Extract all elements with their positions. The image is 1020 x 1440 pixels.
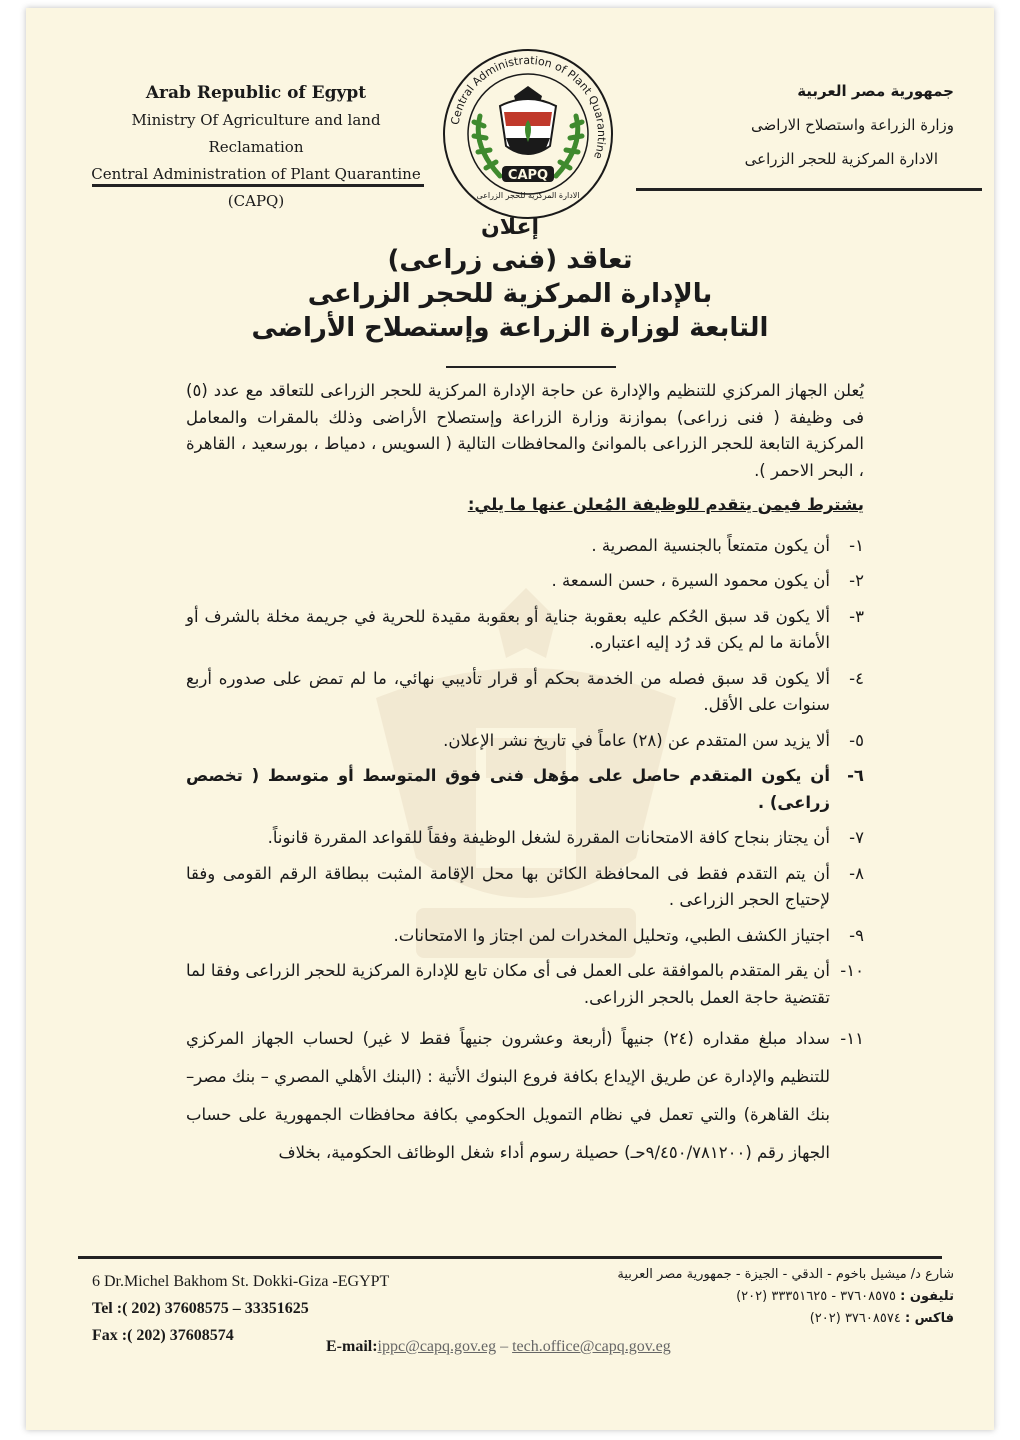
- capq-logo: [440, 46, 616, 222]
- title-ministry: التابعة لوزارة الزراعة وإستصلاح الأراضى: [251, 313, 769, 343]
- condition-item: [186, 958, 864, 1011]
- title-contract: تعاقد (فنى زراعى): [387, 245, 633, 275]
- condition-number: ٣-: [849, 606, 864, 626]
- condition-number: ١-: [849, 535, 864, 555]
- header-country: Arab Republic of Egypt: [145, 83, 367, 103]
- condition-number: ٧-: [849, 828, 864, 847]
- condition-item: [186, 763, 864, 816]
- condition-text: ألا يكون قد سبق الحُكم عليه بعقوبة جناية أو بعقوبة مقيدة للحرية في جريمة مخلة بالشرف أو الأمانة ما لم يكن قد رُد إليه اعتباره.: [186, 606, 830, 652]
- header-left-rule: [92, 184, 424, 187]
- footer-tel-value-ar: ٣٧٦٠٨٥٧٥ - ٣٣٣٥١٦٢٥ (٢٠٢): [736, 1289, 897, 1304]
- condition-item: [186, 861, 864, 914]
- logo-ring-text: Central Administration of Plant Quarantine: [448, 53, 609, 161]
- email-link-ippc[interactable]: ippc@capq.gov.eg: [377, 1338, 497, 1355]
- condition-number: ٦-: [847, 766, 864, 785]
- announcement-body: [186, 378, 864, 1181]
- title-separator: [446, 366, 616, 368]
- footer-rule: [78, 1256, 942, 1259]
- condition-item: [186, 666, 864, 719]
- document-page: [26, 8, 994, 1430]
- condition-number: ٢-: [849, 571, 864, 590]
- condition-number: ٥-: [849, 730, 864, 750]
- footer-fax-label-ar: فاكس :: [904, 1311, 954, 1326]
- footer-tel: Tel :( 202) 37608575 – 33351625: [92, 1300, 309, 1317]
- header-acronym: (CAPQ): [227, 192, 285, 210]
- conditions-list: [186, 533, 864, 1173]
- logo-arabic-text: الادارة المركزية للحجر الزراعى: [476, 191, 580, 200]
- condition-item: [186, 728, 864, 755]
- footer-fax: Fax :( 202) 37608574: [92, 1327, 234, 1344]
- condition-item: [186, 533, 864, 560]
- condition-number: ٩-: [849, 925, 864, 945]
- condition-number: ١٠-: [840, 961, 864, 980]
- header-ministry: Ministry Of Agriculture and land Reclamation: [131, 111, 381, 156]
- footer-arabic: [534, 1264, 954, 1330]
- email-separator: –: [500, 1338, 509, 1355]
- condition-number: ٨-: [849, 863, 864, 883]
- condition-item: [186, 923, 864, 950]
- condition-text: أن يكون متمتعاً بالجنسية المصرية .: [591, 535, 830, 555]
- header-arabic: [694, 74, 954, 176]
- condition-item: [186, 1020, 864, 1172]
- condition-text: أن يجتاز بنجاح كافة الامتحانات المقررة لشغل الوظيفة وفقاً للقواعد المقررة قانوناً.: [267, 828, 830, 847]
- title-administration: بالإدارة المركزية للحجر الزراعى: [307, 279, 713, 309]
- condition-text: ألا يكون قد سبق فصله من الخدمة بحكم أو قرار تأديبي نهائي، ما لم تمض على صدوره أربع سنوات على الأقل.: [186, 668, 830, 714]
- condition-item: [186, 604, 864, 657]
- email-link-tech-office[interactable]: tech.office@capq.gov.eg: [512, 1338, 671, 1355]
- condition-text: أن يكون المتقدم حاصل على مؤهل فنى فوق المتوسط أو متوسط ( تخصص زراعى) .: [186, 766, 830, 812]
- title-announcement: إعلان: [480, 215, 540, 240]
- header-administration-ar: الادارة المركزية للحجر الزراعى: [744, 150, 938, 168]
- condition-text: أن يقر المتقدم بالموافقة على العمل فى أى مكان تابع للإدارة المركزية للحجر الزراعى وفقا لما تقتضية حاجة العمل بالحجر الزراعى.: [186, 961, 830, 1007]
- conditions-heading: يشترط فيمن يتقدم للوظيفة المُعلن عنها ما يلي:: [467, 495, 864, 514]
- header-english: [86, 80, 426, 215]
- footer-tel-ar: [534, 1286, 954, 1308]
- condition-text: اجتياز الكشف الطبي، وتحليل المخدرات لمن اجتاز وا الامتحانات.: [393, 925, 830, 945]
- intro-paragraph: يُعلن الجهاز المركزي للتنظيم والإدارة عن حاجة الإدارة المركزية للحجر الزراعى للتعاقد مع عدد (٥) فى وظيفة ( فنى زراعى) بموازنة وزارة الزراعة وإستصلاح الأراضى وذلك بالمقرات والمعامل المركزية التابعة للحجر الزراعى بالموانئ والمحافظات التالية ( السويس ، دمياط ، بورسعيد ، القاهرة ، البحر الاحمر ).: [186, 381, 864, 480]
- announcement-title: [26, 213, 994, 345]
- header-right-rule: [636, 188, 982, 191]
- email-label: E-mail:: [326, 1338, 378, 1355]
- header-administration: Central Administration of Plant Quarantine: [91, 165, 421, 183]
- condition-text: أن يتم التقدم فقط فى المحافظة الكائن بها محل الإقامة المثبت ببطاقة الرقم القومى وفقا لإحتياج الحجر الزراعى .: [186, 863, 830, 909]
- condition-item: [186, 825, 864, 852]
- logo-center-text: CAPQ: [507, 168, 549, 183]
- header-country-ar: جمهورية مصر العربية: [797, 82, 954, 100]
- footer-address-ar: شارع د/ ميشيل باخوم - الدقي - الجيزة - جمهورية مصر العربية: [617, 1267, 954, 1282]
- footer-address: 6 Dr.Michel Bakhom St. Dokki-Giza -EGYPT: [92, 1273, 390, 1290]
- footer-fax-value-ar: ٣٧٦٠٨٥٧٤ (٢٠٢): [809, 1311, 901, 1326]
- condition-number: ١١-: [840, 1029, 864, 1048]
- footer-fax-ar: [534, 1308, 954, 1330]
- condition-item: [186, 568, 864, 595]
- footer-tel-label-ar: تليفون :: [900, 1289, 954, 1304]
- footer-email: [326, 1338, 826, 1356]
- condition-text: ألا يزيد سن المتقدم عن (٢٨) عاماً في تاريخ نشر الإعلان.: [443, 730, 830, 750]
- condition-text: سداد مبلغ مقداره (٢٤) جنيهاً (أربعة وعشرون جنيهاً فقط لا غير) لحساب الجهاز المركزي للتنظيم والإدارة عن طريق الإيداع بكافة فروع البنوك الأتية : (البنك الأهلي المصري – بنك مصر– بنك القاهرة) والتي تعمل في نظام التمويل الحكومي بكافة محافظات الجمهورية على حساب الجهاز رقم (٩/٤٥٠/٧٨١٢٠٠حـ) حصيلة رسوم أداء شغل الوظائف الحكومية، بخلاف: [186, 1029, 831, 1162]
- condition-number: ٤-: [849, 668, 864, 688]
- footer-english: [92, 1268, 512, 1349]
- header-ministry-ar: وزارة الزراعة واستصلاح الاراضى: [751, 116, 954, 134]
- condition-text: أن يكون محمود السيرة ، حسن السمعة .: [551, 571, 830, 590]
